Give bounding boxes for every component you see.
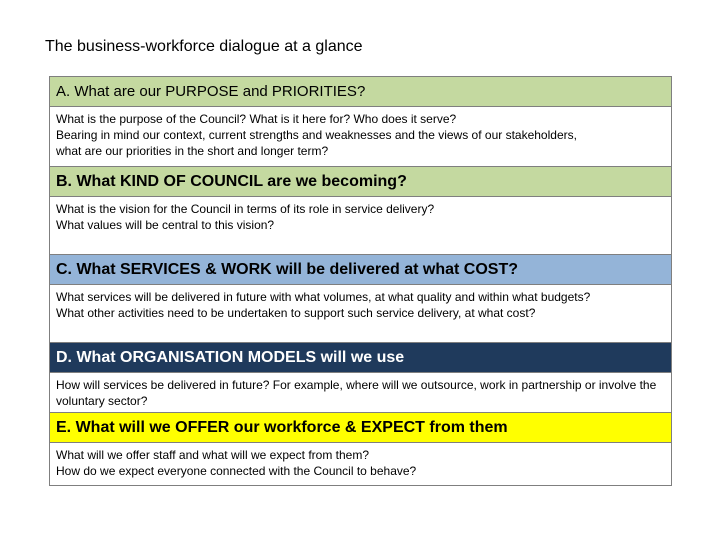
section-body-organisation-models [50, 373, 671, 413]
section-offer-expect [50, 413, 671, 485]
section-header-services-cost [50, 255, 671, 285]
question-line: What values will be central to this vision? [56, 218, 275, 232]
section-body-services-cost [50, 285, 671, 343]
question-line: What is the vision for the Council in terms of its role in service delivery? [56, 202, 435, 216]
section-header-purpose-priorities [50, 77, 671, 107]
question-line: How will services be delivered in future? For example, where will we outsource, work in partnership or involve the voluntary sector? [56, 378, 657, 408]
section-heading: E. What will we OFFER our workforce & EXPECT from them [56, 418, 508, 436]
section-header-kind-of-council [50, 167, 671, 197]
section-purpose-priorities [50, 77, 671, 167]
section-kind-of-council [50, 167, 671, 255]
page-title: The business-workforce dialogue at a glance [45, 38, 363, 55]
question-line: How do we expect everyone connected with the Council to behave? [56, 464, 417, 478]
question-line: What will we offer staff and what will we expect from them? [56, 448, 370, 462]
section-body-offer-expect [50, 443, 671, 485]
question-line: What is the purpose of the Council? What is it here for? Who does it serve? [56, 112, 457, 126]
section-heading: D. What ORGANISATION MODELS will we use [56, 348, 405, 366]
section-heading: A. What are our PURPOSE and PRIORITIES? [56, 83, 366, 100]
question-line: what are our priorities in the short and longer term? [56, 144, 329, 158]
question-line: What other activities need to be undertaken to support such service delivery, at what cost? [56, 306, 536, 320]
question-line: What services will be delivered in future with what volumes, at what quality and within what budgets? [56, 290, 591, 304]
dialogue-table [49, 76, 672, 486]
section-header-organisation-models [50, 343, 671, 373]
section-organisation-models [50, 343, 671, 413]
section-body-kind-of-council [50, 197, 671, 255]
section-heading: C. What SERVICES & WORK will be delivered at what COST? [56, 260, 518, 278]
section-heading: B. What KIND OF COUNCIL are we becoming? [56, 172, 407, 190]
section-body-purpose-priorities [50, 107, 671, 167]
section-services-cost [50, 255, 671, 343]
question-line: Bearing in mind our context, current strengths and weaknesses and the views of our stakeholders, [56, 128, 577, 142]
section-header-offer-expect [50, 413, 671, 443]
